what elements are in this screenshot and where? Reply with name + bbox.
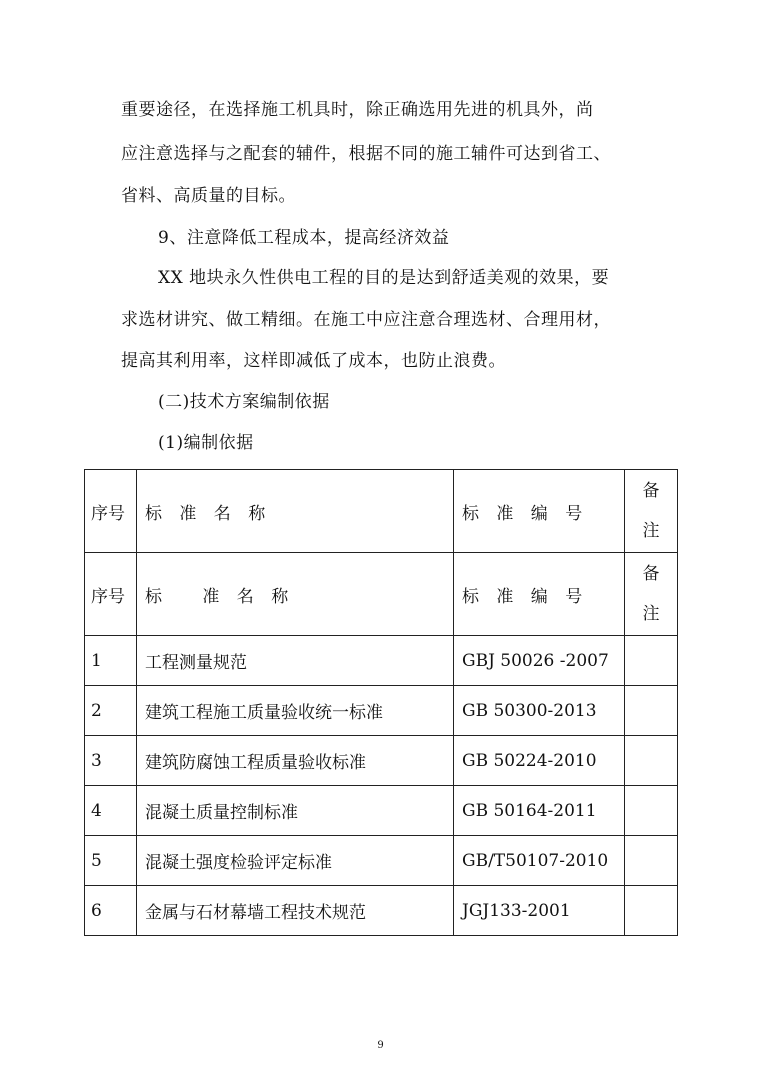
header-note: 备 注 [625, 470, 678, 553]
paragraph-line: 重要途径，在选择施工机具时，除正确选用先进的机具外，尚 [121, 100, 594, 120]
section-heading: 9、注意降低工程成本，提高经济效益 [158, 228, 450, 248]
table-row [85, 886, 678, 936]
section-heading: (二)技术方案编制依据 [158, 392, 330, 412]
row-seq: 6 [85, 886, 137, 936]
row-code: GB/T50107-2010 [454, 836, 625, 886]
table-header-row [85, 470, 678, 553]
row-code: GBJ 50026 -2007 [454, 636, 625, 686]
paragraph-line: 提高其利用率，这样即减低了成本，也防止浪费。 [121, 351, 506, 371]
row-name: 工程测量规范 [137, 636, 454, 686]
row-note [625, 786, 678, 836]
row-seq: 3 [85, 736, 137, 786]
row-code: GB 50224-2010 [454, 736, 625, 786]
table-header-row [85, 553, 678, 636]
row-name: 建筑工程施工质量验收统一标准 [137, 686, 454, 736]
row-seq: 5 [85, 836, 137, 886]
header-seq: 序号 [85, 553, 137, 636]
header-name: 标 准 名 称 [137, 470, 454, 553]
header-code: 标 准 编 号 [454, 470, 625, 553]
row-note [625, 686, 678, 736]
row-seq: 4 [85, 786, 137, 836]
table-row [85, 786, 678, 836]
row-name: 金属与石材幕墙工程技术规范 [137, 886, 454, 936]
paragraph-line: XX 地块永久性供电工程的目的是达到舒适美观的效果，要 [158, 268, 610, 288]
row-seq: 2 [85, 686, 137, 736]
row-note [625, 836, 678, 886]
paragraph-line: 求选材讲究、做工精细。在施工中应注意合理选材、合理用材， [121, 310, 611, 330]
page-number: 9 [377, 1040, 384, 1051]
row-code: JGJ133-2001 [454, 886, 625, 936]
row-code: GB 50164-2011 [454, 786, 625, 836]
table-row [85, 636, 678, 686]
header-name: 标 准 名 称 [137, 553, 454, 636]
row-seq: 1 [85, 636, 137, 686]
header-code: 标 准 编 号 [454, 553, 625, 636]
table-row [85, 736, 678, 786]
row-note [625, 636, 678, 686]
table-row [85, 836, 678, 886]
paragraph-line: 应注意选择与之配套的辅件，根据不同的施工辅件可达到省工、 [121, 144, 611, 164]
table-row [85, 686, 678, 736]
subsection-heading: (1)编制依据 [158, 433, 254, 453]
row-code: GB 50300-2013 [454, 686, 625, 736]
standards-table [84, 469, 678, 936]
row-name: 混凝土质量控制标准 [137, 786, 454, 836]
row-note [625, 736, 678, 786]
row-name: 混凝土强度检验评定标准 [137, 836, 454, 886]
header-note: 备 注 [625, 553, 678, 636]
paragraph-line: 省料、高质量的目标。 [121, 186, 296, 206]
header-seq: 序号 [85, 470, 137, 553]
row-note [625, 886, 678, 936]
row-name: 建筑防腐蚀工程质量验收标准 [137, 736, 454, 786]
